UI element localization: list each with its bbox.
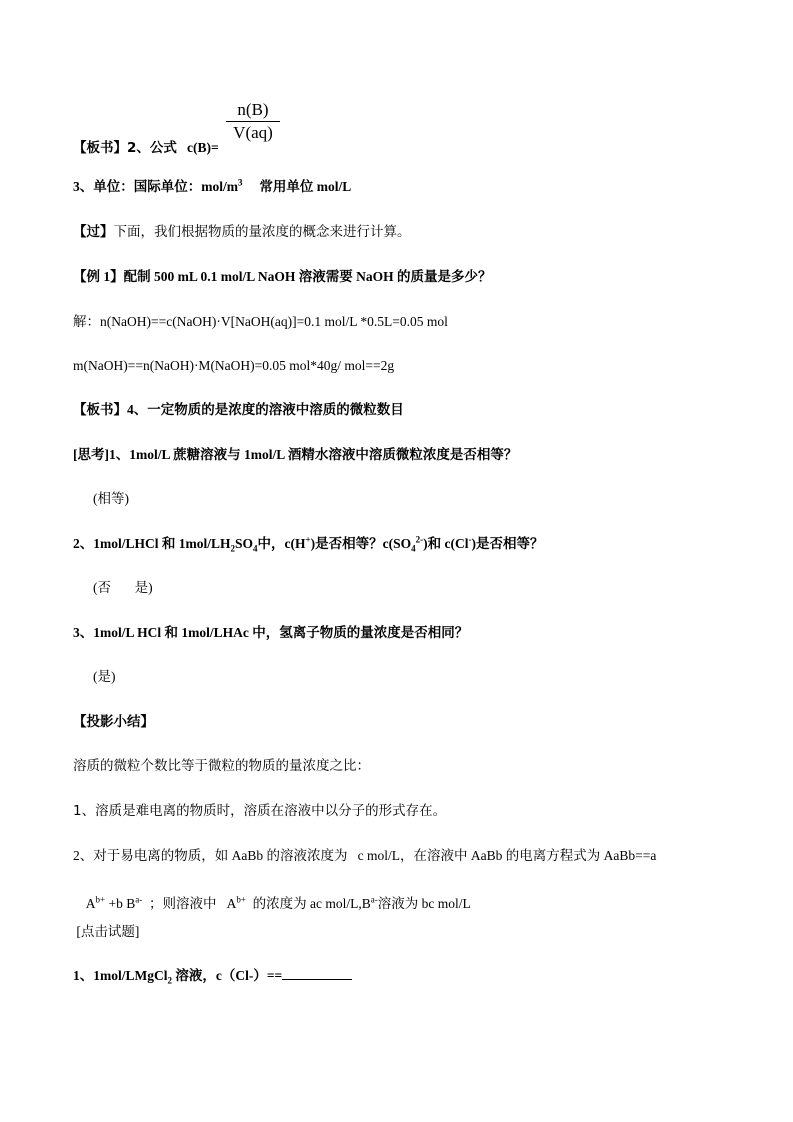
answer-blank[interactable]	[282, 967, 352, 980]
solution-line-1: 解：n(NaOH)==c(NaOH)·V[NaOH(aq)]=0.1 mol/L *0.5L=0.05 mol	[73, 314, 448, 329]
example-1: 【例 1】配制 500 mL 0.1 mol/L NaOH 溶液需要 NaOH 的质量是多少？	[73, 269, 492, 284]
transition-text: 下面，我们根据物质的量浓度的概念来进行计算。	[113, 224, 411, 240]
q2-sub: 4	[411, 543, 416, 554]
fraction-numerator: n(B)	[226, 100, 280, 122]
transition-line	[73, 223, 411, 241]
q2-sup: +	[305, 534, 311, 545]
units-si: 3、单位：国际单位：mol/m	[73, 179, 238, 194]
think-answer-1: (相等)	[93, 491, 129, 506]
q2-part: )和 c(Cl	[423, 536, 469, 551]
formula-fraction	[226, 100, 280, 143]
q2-part: 2、1mol/LHCl 和 1mol/LH	[73, 536, 231, 551]
think-answer-3: (是)	[93, 669, 116, 684]
fraction-denominator: V(aq)	[233, 123, 273, 142]
quiz-q1-part: 溶液，c（Cl-）==	[172, 968, 283, 983]
ion-part: +b B	[105, 896, 136, 911]
ion-charge: a-	[135, 894, 143, 905]
solution-line-2: m(NaOH)==n(NaOH)·M(NaOH)=0.05 mol*40g/ mol==2g	[73, 358, 395, 373]
transition-tag: 【过】	[73, 224, 114, 239]
ion-charge: b+	[95, 894, 106, 905]
q2-sub: 2	[230, 543, 236, 554]
formula-label: 【板书】2、公式	[73, 140, 177, 156]
formula-lhs: c(B)=	[187, 140, 219, 155]
formula-line	[73, 139, 219, 157]
ion-part: 溶液为 bc mol/L	[377, 896, 471, 911]
ion-part: ；则溶液中 A	[142, 896, 237, 911]
ion-part: A	[85, 896, 96, 911]
units-common: 常用单位 mol/L	[259, 179, 352, 194]
ion-part: 的浓度为 ac mol/L,B	[245, 896, 371, 911]
summary-point-2-line-1: 2、对于易电离的物质，如 AaBb 的溶液浓度为 c mol/L，在溶液中 AaBb 的电离方程式为 AaBb==a	[73, 848, 657, 863]
quiz-q1-part: 1、1mol/LMgCl	[73, 968, 168, 983]
think-question-2	[73, 535, 544, 553]
q2-part: SO	[235, 536, 254, 551]
summary-intro: 溶质的微粒个数比等于微粒的物质的量浓度之比：	[73, 758, 370, 774]
think-question-3: 3、1mol/L HCl 和 1mol/LHAc 中，氢离子物质的量浓度是否相同？	[73, 625, 469, 640]
q2-sup: -	[468, 534, 472, 545]
quiz-question-1	[73, 967, 352, 985]
summary-title: 【投影小结】	[73, 714, 154, 729]
think-answer-2: (否 是)	[93, 580, 153, 595]
ion-charge: b+	[236, 894, 246, 905]
think-question-1: [思考]1、1mol/L 蔗糖溶液与 1mol/L 酒精水溶液中溶质微粒浓度是否相等？	[73, 447, 518, 462]
units-line	[73, 178, 351, 196]
board-4-heading: 【板书】4、一定物质的是浓度的溶液中溶质的微粒数目	[73, 402, 404, 417]
q2-part: )是否相等？	[471, 536, 544, 551]
units-exp: 3	[238, 177, 243, 188]
quiz-q1-sub: 2	[167, 975, 172, 986]
quiz-title: [点击试题]	[73, 924, 140, 939]
ion-charge: a-	[370, 894, 378, 905]
q2-sub: 4	[253, 543, 258, 554]
q2-part: )是否相等？c(SO	[310, 536, 412, 551]
q2-part: 中，c(H	[257, 536, 306, 551]
q2-sup: 2-	[415, 534, 424, 545]
summary-point-1: 1、溶质是难电离的物质时，溶质在溶液中以分子的形式存在。	[73, 803, 447, 819]
